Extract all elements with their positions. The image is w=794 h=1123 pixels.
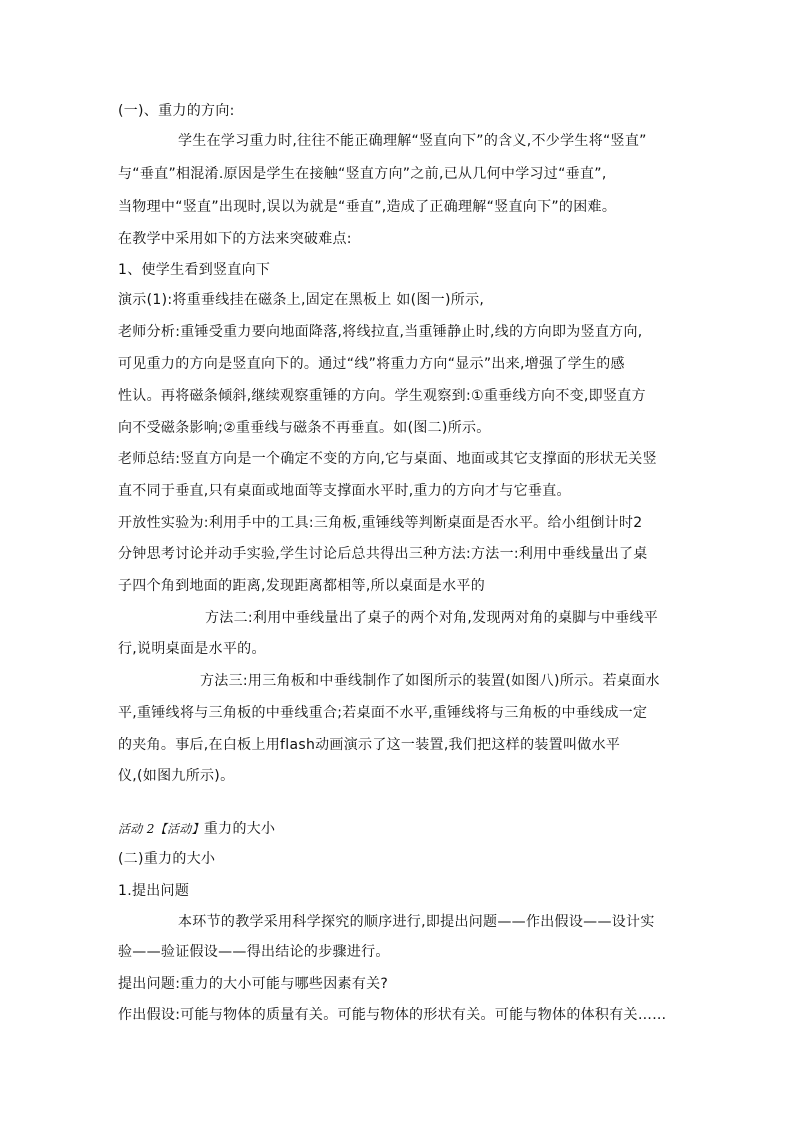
paragraph-line: 方法二:利用中垂线量出了桌子的两个对角,发现两对角的桌脚与中垂线平 [205,610,659,626]
paragraph-line: 分钟思考讨论并动手实验,学生讨论后总共得出三种方法:方法一:利用中垂线量出了桌 [118,546,648,562]
paragraph-line: 方法三:用三角板和中垂线制作了如图所示的装置(如图八)所示。若桌面水 [200,673,660,689]
paragraph-line: 当物理中“竖直”出现时,误以为就是“垂直”,造成了正确理解“竖直向下”的困难。 [118,199,617,215]
paragraph-line: 在教学中采用如下的方法来突破难点: [118,231,352,247]
subheading: 1、使学生看到竖直向下 [118,262,271,278]
paragraph-line: 本环节的教学采用科学探究的顺序进行,即提出问题——作出假设——设计实 [178,914,655,930]
paragraph-line: 演示(1):将重垂线挂在磁条上,固定在黑板上 如(图一)所示, [118,292,485,308]
paragraph-line: 仪,(如图九所示)。 [118,768,235,784]
section-heading-magnitude: (二)重力的大小 [118,851,216,867]
paragraph-line: 性认。再将磁条倾斜,继续观察重锤的方向。学生观察到:①重垂线方向不变,即竖直方 [118,388,646,404]
paragraph-line: 平,重锤线将与三角板的中垂线重合;若桌面不水平,重锤线将与三角板的中垂线成一定 [118,705,648,721]
activity-label: 活动 2【活动】 [118,822,204,836]
paragraph-line: 与“垂直”相混淆.原因是学生在接触“竖直方向”之前,已从几何中学习过“垂直”, [118,166,607,182]
paragraph-line: 验——验证假设——得出结论的步骤进行。 [118,944,390,960]
paragraph-line: 作出假设:可能与物体的质量有关。可能与物体的形状有关。可能与物体的体积有关…… [118,1007,667,1023]
paragraph-line: 向不受磁条影响;②重垂线与磁条不再垂直。如(图二)所示。 [118,420,491,436]
paragraph-line: 开放性实验为:利用手中的工具:三角板,重锤线等判断桌面是否水平。给小组倒计时2 [118,515,643,531]
subheading: 1.提出问题 [118,883,190,899]
paragraph-line: 直不同于垂直,只有桌面或地面等支撑面水平时,重力的方向才与它垂直。 [118,483,571,499]
section-heading-direction: (一)、重力的方向: [118,103,235,119]
paragraph-line: 的夹角。事后,在白板上用flash动画演示了这一装置,我们把这样的装置叫做水平 [118,737,621,753]
paragraph-line: 子四个角到地面的距离,发现距离都相等,所以桌面是水平的 [118,578,485,594]
paragraph-line: 可见重力的方向是竖直向下的。通过“线”将重力方向“显示”出来,增强了学生的感 [118,356,625,372]
paragraph-line: 提出问题:重力的大小可能与哪些因素有关? [118,976,389,992]
activity-heading [118,819,275,839]
paragraph-line: 学生在学习重力时,往往不能正确理解“竖直向下”的含义,不少学生将“竖直” [178,133,647,149]
paragraph-line: 老师分析:重锤受重力要向地面降落,将线拉直,当重锤静止时,线的方向即为竖直方向, [118,324,643,340]
paragraph-line: 行,说明桌面是水平的。 [118,641,266,657]
paragraph-line: 老师总结:竖直方向是一个确定不变的方向,它与桌面、地面或其它支撑面的形状无关竖 [118,451,657,467]
activity-title: 重力的大小 [203,821,276,837]
